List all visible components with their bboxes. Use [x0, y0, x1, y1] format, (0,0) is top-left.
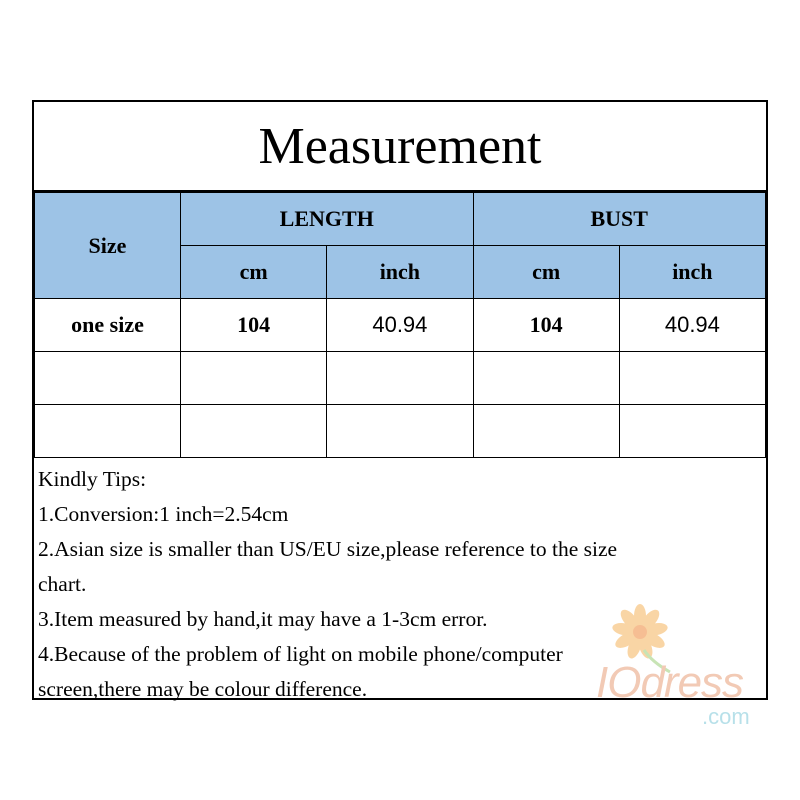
tip-line: 3.Item measured by hand,it may have a 1-3cm error.: [38, 607, 488, 631]
table-row: [35, 405, 766, 458]
unit-header: cm: [473, 246, 619, 299]
length-inch-cell: 40.94: [327, 299, 473, 352]
table-row: [35, 299, 766, 352]
length-inch-cell: [327, 405, 473, 458]
table-row: [35, 352, 766, 405]
watermark: [592, 598, 772, 738]
tip-line: 4.Because of the problem of light on mobile phone/computer: [38, 642, 563, 666]
length-cm-cell: [181, 352, 327, 405]
unit-header: cm: [181, 246, 327, 299]
bust-cm-cell: 104: [473, 299, 619, 352]
page-title: Measurement: [34, 102, 766, 192]
bust-cm-cell: [473, 405, 619, 458]
bust-cm-cell: [473, 352, 619, 405]
table-header-row: [35, 193, 766, 246]
unit-header: inch: [619, 246, 765, 299]
watermark-brand: IOdress: [596, 658, 744, 707]
length-inch-cell: [327, 352, 473, 405]
tip-line: chart.: [38, 572, 87, 596]
tip-line: 2.Asian size is smaller than US/EU size,please reference to the size: [38, 537, 618, 561]
length-cm-cell: 104: [181, 299, 327, 352]
unit-header: inch: [327, 246, 473, 299]
tip-line: 1.Conversion:1 inch=2.54cm: [38, 502, 289, 526]
size-cell: [35, 352, 181, 405]
size-cell: [35, 405, 181, 458]
size-cell: one size: [35, 299, 181, 352]
bust-inch-cell: [619, 405, 765, 458]
measurement-table: [34, 192, 766, 458]
bust-inch-cell: [619, 352, 765, 405]
length-group-header: LENGTH: [181, 193, 474, 246]
tips-heading: Kindly Tips:: [38, 467, 147, 491]
watermark-domain: .com: [702, 704, 750, 729]
tip-line: screen,there may be colour difference.: [38, 677, 368, 701]
length-cm-cell: [181, 405, 327, 458]
bust-group-header: BUST: [473, 193, 766, 246]
bust-inch-cell: 40.94: [619, 299, 765, 352]
size-column-header: Size: [35, 193, 181, 299]
